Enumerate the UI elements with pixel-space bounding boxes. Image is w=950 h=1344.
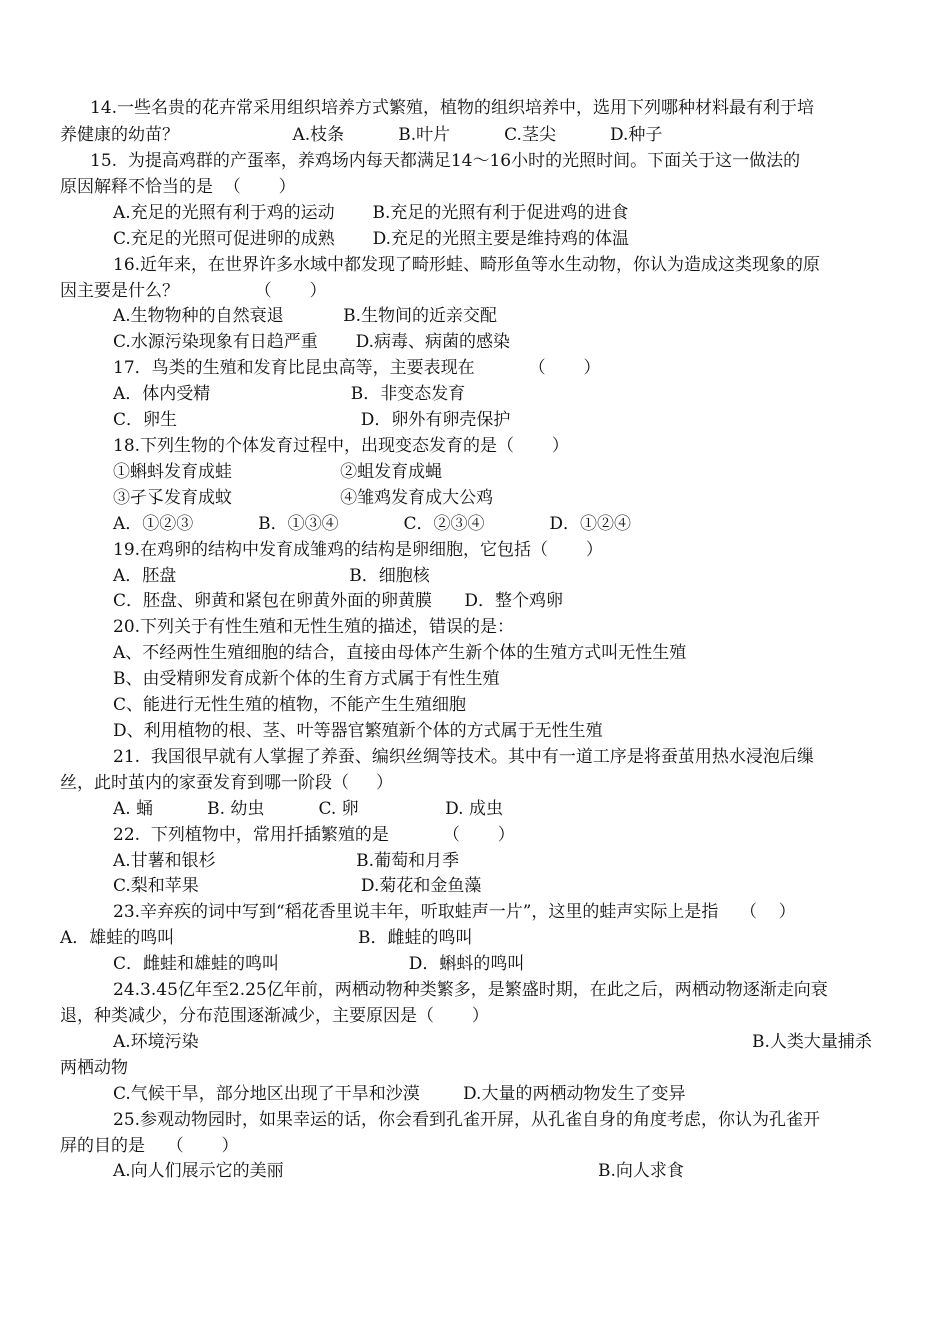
q22-stem: 22. 下列植物中，常用扦插繁殖的是 （ ） [113, 825, 515, 845]
q17-options-ab: A．体内受精 B．非变态发育 [113, 384, 466, 404]
q20-option-d: D、利用植物的根、茎、叶等器官繁殖新个体的方式属于无性生殖 [113, 721, 603, 741]
q24-stem-line-2: 退，种类减少，分布范围逐渐减少，主要原因是（ ） [60, 1006, 489, 1026]
q16-stem-line-2: 因主要是什么？ （ ） [60, 281, 327, 301]
q25-option-a: A.向人们展示它的美丽 [113, 1161, 284, 1181]
q22-options-ab: A.甘薯和银杉 B.葡萄和月季 [113, 851, 460, 871]
q20-stem: 20.下列关于有性生殖和无性生殖的描述，错误的是： [113, 617, 515, 637]
q17-stem: 17．鸟类的生殖和发育比昆虫高等，主要表现在 （ ） [113, 358, 601, 378]
q21-stem-line-1: 21. 我国很早就有人掌握了养蚕、编织丝绸等技术。其中有一道工序是将蚕茧用热水浸泡后缫 [113, 747, 814, 767]
q16-stem-line-1: 16.近年来，在世界许多水域中都发现了畸形蛙、畸形鱼等水生动物，你认为造成这类现象的原 [113, 255, 821, 275]
q24-stem-line-1: 24.3.45亿年至2.25亿年前，两栖动物种类繁多，是繁盛时期，在此之后，两栖动物逐渐走向衰 [113, 980, 828, 1000]
q15-stem-line-2: 原因解释不恰当的是 （ ） [60, 177, 296, 197]
q24-options-cd: C.气候干旱，部分地区出现了干旱和沙漠 D.大量的两栖动物发生了变异 [113, 1084, 686, 1104]
q24-option-b: B.人类大量捕杀 [752, 1032, 872, 1052]
q21-stem-line-2: 丝，此时茧内的家蚕发育到哪一阶段（ ） [60, 773, 394, 793]
q14-options-line: 养健康的幼苗？ A.枝条 B.叶片 C.茎尖 D.种子 [60, 125, 663, 145]
q17-options-cd: C．卵生 D．卵外有卵壳保护 [113, 410, 511, 430]
q15-stem-line-1: 15. 为提高鸡群的产蛋率，养鸡场内每天都满足14～16小时的光照时间。下面关于这一做法的 [90, 151, 801, 171]
q21-options: A. 蛹 B. 幼虫 C. 卵 D. 成虫 [113, 799, 503, 819]
q15-options-cd: C.充足的光照可促进卵的成熟 D.充足的光照主要是维持鸡的体温 [113, 229, 630, 249]
q20-option-a: A、不经两性生殖细胞的结合，直接由母体产生新个体的生殖方式叫无性生殖 [113, 643, 687, 663]
q25-stem-line-2: 屏的目的是 （ ） [60, 1136, 239, 1156]
q18-options: A．①②③ B．①③④ C．②③④ D．①②④ [113, 514, 631, 534]
q23-options-ab: A．雄蛙的鸣叫 B．雌蛙的鸣叫 [60, 928, 473, 948]
q22-options-cd: C.梨和苹果 D.菊花和金鱼藻 [113, 876, 482, 896]
q20-option-b: B、由受精卵发育成新个体的生育方式属于有性生殖 [113, 669, 500, 689]
q25-option-b: B.向人求食 [598, 1161, 684, 1181]
q15-options-ab: A.充足的光照有利于鸡的运动 B.充足的光照有利于促进鸡的进食 [113, 203, 629, 223]
q18-items-12: ①蝌蚪发育成蛙 ②蛆发育成蝇 [113, 462, 443, 482]
q25-stem-line-1: 25.参观动物园时，如果幸运的话，你会看到孔雀开屏，从孔雀自身的角度考虑，你认为孔雀开 [113, 1110, 821, 1130]
q24-option-a: A.环境污染 [113, 1032, 199, 1052]
q20-option-c: C、能进行无性生殖的植物，不能产生生殖细胞 [113, 695, 467, 715]
q19-options-ab: A．胚盘 B．细胞核 [113, 566, 430, 586]
q16-options-ab: A.生物物种的自然衰退 B.生物间的近亲交配 [113, 306, 498, 326]
q14-stem-line-1: 14.一些名贵的花卉常采用组织培养方式繁殖，植物的组织培养中，选用下列哪种材料最有利于培 [90, 98, 815, 118]
q24-option-b-wrap: 两栖动物 [60, 1058, 128, 1078]
q16-options-cd: C.水源污染现象有日趋严重 D.病毒、病菌的感染 [113, 332, 511, 352]
q18-stem: 18.下列生物的个体发育过程中，出现变态发育的是（ ） [113, 436, 569, 456]
q19-options-cd: C．胚盘、卵黄和紧包在卵黄外面的卵黄膜 D．整个鸡卵 [113, 591, 564, 611]
q23-stem: 23.辛弃疾的词中写到“稻花香里说丰年，听取蛙声一片”，这里的蛙声实际上是指 （ ） [113, 902, 796, 922]
q19-stem: 19.在鸡卵的结构中发育成雏鸡的结构是卵细胞，它包括（ ） [113, 540, 603, 560]
q23-options-cd: C．雌蛙和雄蛙的鸣叫 D．蝌蚪的鸣叫 [113, 954, 525, 974]
q18-items-34: ③孑孓发育成蚊 ④雏鸡发育成大公鸡 [113, 488, 494, 508]
